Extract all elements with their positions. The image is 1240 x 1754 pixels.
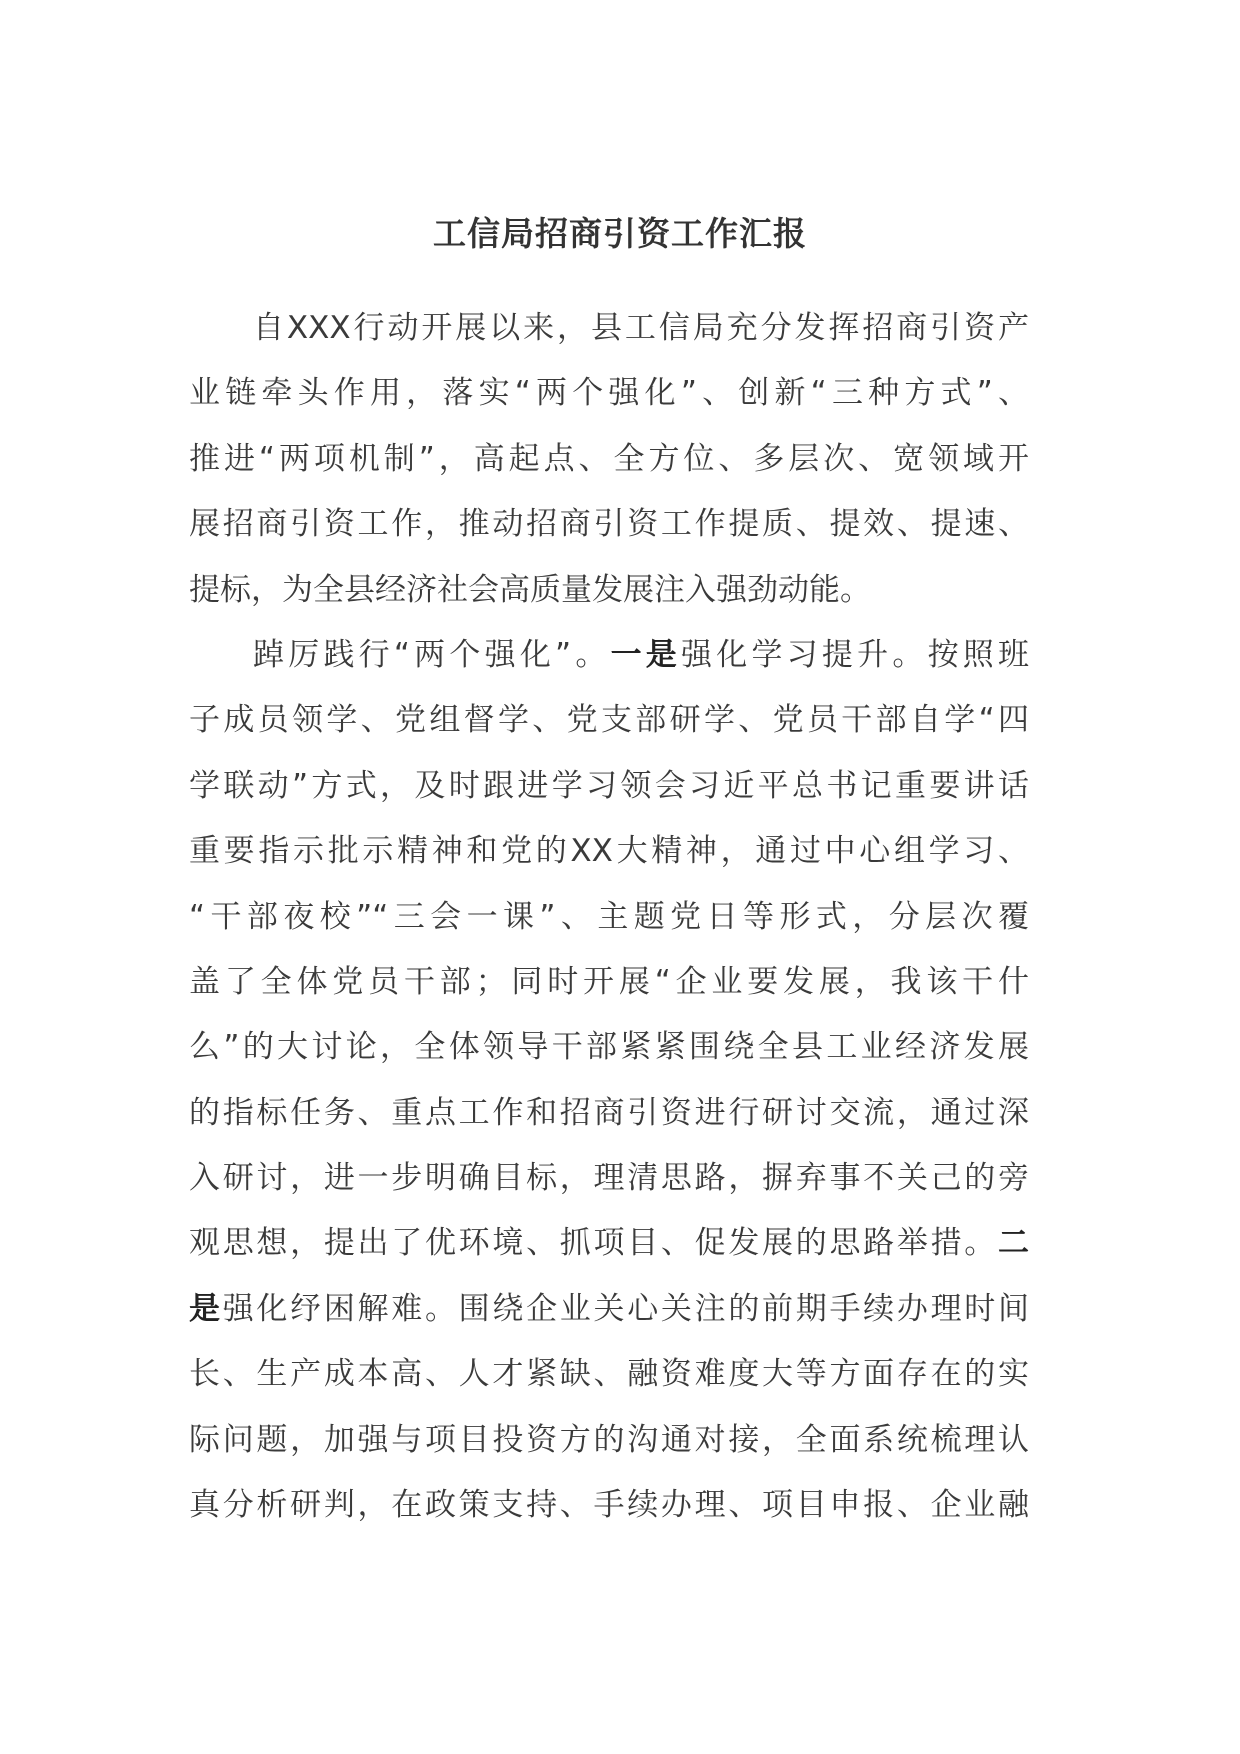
- text-line: [189, 819, 1029, 884]
- text-segment: 自XXX行动开展以来，县工信局充分发挥招商引资产: [253, 310, 1029, 346]
- text-line: [189, 623, 1029, 688]
- text-segment: 学联动”方式，及时跟进学习领会习近平总书记重要讲话: [189, 767, 1029, 804]
- text-segment: “干部夜校”“三会一课”、主题党日等形式，分层次覆: [189, 898, 1029, 935]
- text-line: [189, 1015, 1029, 1080]
- text-segment: 业链牵头作用，落实“两个强化”、创新“三种方式”、: [189, 375, 1029, 412]
- text-line: [189, 492, 1029, 557]
- bold-text-segment: 是: [189, 1290, 223, 1327]
- text-segment: 推进“两项机制”，高起点、全方位、多层次、宽领域开: [189, 440, 1029, 477]
- text-line: [189, 688, 1029, 753]
- text-segment: 观思想，提出了优环境、抓项目、促发展的思路举措。: [189, 1225, 998, 1262]
- text-line: [189, 296, 1029, 361]
- text-line: [189, 1081, 1029, 1146]
- text-line: [189, 754, 1029, 819]
- text-segment: 长、生产成本高、人才紧缺、融资难度大等方面存在的实: [189, 1356, 1029, 1393]
- text-line: [189, 1408, 1029, 1473]
- document-body: [189, 296, 1029, 1538]
- text-segment: 展招商引资工作，推动招商引资工作提质、提效、提速、: [189, 506, 1029, 543]
- paragraph: [189, 296, 1029, 623]
- paragraph: [189, 623, 1029, 1538]
- text-line: [189, 1146, 1029, 1211]
- text-line: [189, 427, 1029, 492]
- text-segment: 的指标任务、重点工作和招商引资进行研讨交流，通过深: [189, 1094, 1029, 1131]
- bold-text-segment: 一是: [610, 636, 682, 673]
- document-title: 工信局招商引资工作汇报: [433, 214, 807, 253]
- text-line: [189, 1342, 1029, 1407]
- text-line: [189, 1473, 1029, 1538]
- text-segment: 踔厉践行“两个强化”。: [253, 636, 611, 673]
- text-segment: 重要指示批示精神和党的XX大精神，通过中心组学习、: [189, 833, 1029, 870]
- text-segment: 子成员领学、党组督学、党支部研学、党员干部自学“四: [189, 702, 1029, 739]
- text-line: [189, 1211, 1029, 1276]
- text-segment: 际问题，加强与项目投资方的沟通对接，全面系统梳理认: [189, 1421, 1029, 1458]
- text-segment: 么”的大讨论，全体领导干部紧紧围绕全县工业经济发展: [189, 1029, 1029, 1066]
- text-segment: 真分析研判，在政策支持、手续办理、项目申报、企业融: [189, 1487, 1029, 1524]
- text-segment: 强化学习提升。按照班: [681, 636, 1030, 673]
- text-line: [189, 1277, 1029, 1342]
- text-segment: 提标，为全县经济社会高质量发展注入强劲动能。: [189, 571, 871, 608]
- bold-text-segment: 二: [998, 1225, 1029, 1262]
- text-line: [189, 885, 1029, 950]
- text-line: [189, 558, 1029, 623]
- text-segment: 入研讨，进一步明确目标，理清思路，摒弃事不关己的旁: [189, 1160, 1029, 1197]
- text-line: [189, 950, 1029, 1015]
- text-segment: 强化纾困解难。围绕企业关心关注的前期手续办理时间: [222, 1290, 1030, 1327]
- text-segment: 盖了全体党员干部；同时开展“企业要发展，我该干什: [189, 963, 1029, 1000]
- text-line: [189, 361, 1029, 426]
